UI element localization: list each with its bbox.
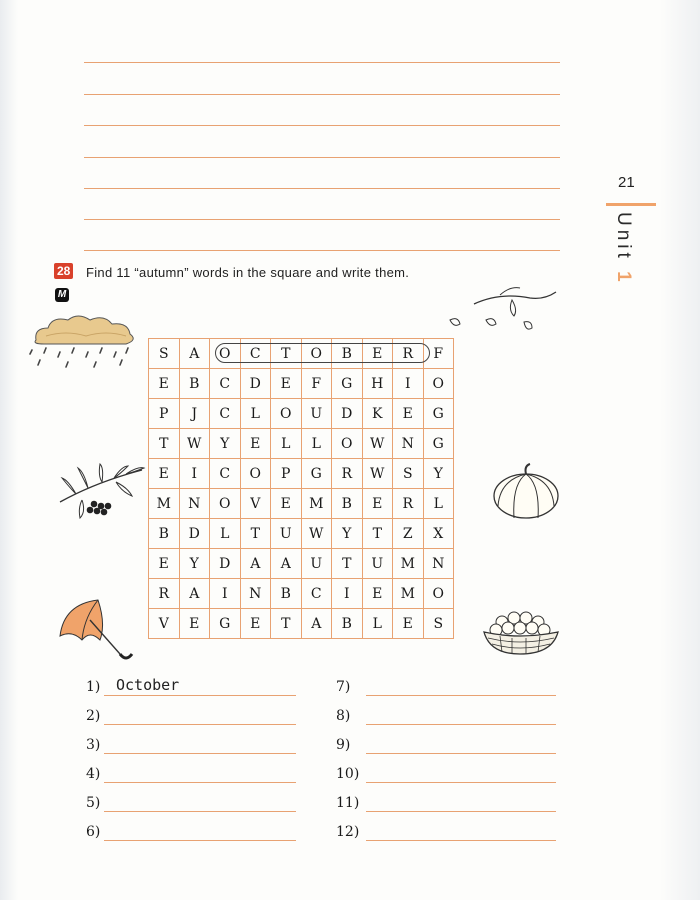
grid-cell[interactable]: N [179,489,210,519]
grid-cell[interactable]: G [301,459,332,489]
answer-number: 7) [336,679,351,695]
grid-cell[interactable]: B [332,339,363,369]
grid-cell[interactable]: D [179,519,210,549]
answer-number: 8) [336,708,351,724]
grid-cell[interactable]: B [149,519,180,549]
grid-row [149,459,454,489]
grid-cell[interactable]: I [210,579,241,609]
grid-cell[interactable]: G [210,609,241,639]
grid-cell[interactable]: I [179,459,210,489]
answer-line[interactable] [104,753,296,754]
grid-cell[interactable]: O [301,339,332,369]
answer-line[interactable] [366,840,556,841]
grid-cell[interactable]: E [362,339,393,369]
grid-cell[interactable]: A [240,549,271,579]
answer-item [86,766,108,782]
grid-cell[interactable]: G [423,429,454,459]
grid-cell[interactable]: A [179,339,210,369]
grid-cell[interactable]: D [240,369,271,399]
grid-cell[interactable]: T [240,519,271,549]
writing-line[interactable] [84,62,560,63]
unit-number: 1 [613,271,634,286]
grid-cell[interactable]: D [332,399,363,429]
answer-item [86,737,108,753]
answer-number: 10) [336,766,360,782]
grid-cell[interactable]: B [332,609,363,639]
grid-cell[interactable]: A [271,549,302,579]
grid-row [149,369,454,399]
answer-number: 12) [336,824,360,840]
grid-cell[interactable]: B [332,489,363,519]
grid-cell[interactable]: T [149,429,180,459]
writing-line[interactable] [84,94,560,95]
grid-cell[interactable]: S [393,459,424,489]
grid-cell[interactable]: U [301,399,332,429]
answer-line[interactable] [104,811,296,812]
grid-cell[interactable]: E [362,489,393,519]
grid-cell[interactable]: C [301,579,332,609]
answer-line[interactable] [104,695,296,696]
writing-line[interactable] [84,250,560,251]
grid-cell[interactable]: C [210,369,241,399]
grid-cell[interactable]: O [240,459,271,489]
grid-cell[interactable]: U [271,519,302,549]
answer-line[interactable] [366,695,556,696]
answer-item [336,679,358,695]
answer-line[interactable] [104,782,296,783]
answer-item [336,708,358,724]
answer-number: 2) [86,708,101,724]
grid-cell[interactable]: Y [332,519,363,549]
grid-row [149,489,454,519]
grid-cell[interactable]: K [362,399,393,429]
grid-cell[interactable]: S [149,339,180,369]
grid-cell[interactable]: L [210,519,241,549]
grid-cell[interactable]: O [332,429,363,459]
grid-cell[interactable]: G [332,369,363,399]
answer-number: 4) [86,766,101,782]
writing-line[interactable] [84,125,560,126]
answer-line[interactable] [366,724,556,725]
grid-cell[interactable]: W [179,429,210,459]
grid-cell[interactable]: L [271,429,302,459]
grid-cell[interactable]: T [362,519,393,549]
unit-word: Unit [613,212,634,262]
grid-cell[interactable]: C [210,459,241,489]
m-icon: M [55,288,69,302]
grid-cell[interactable]: E [149,549,180,579]
grid-cell[interactable]: A [179,579,210,609]
grid-row [149,429,454,459]
grid-cell[interactable]: T [271,609,302,639]
grid-cell[interactable]: N [423,549,454,579]
grid-cell[interactable]: Z [393,519,424,549]
grid-cell[interactable]: L [301,429,332,459]
grid-cell[interactable]: I [332,579,363,609]
exercise-instruction: Find 11 “autumn” words in the square and write them. [86,265,410,280]
grid-cell[interactable]: Y [210,429,241,459]
unit-divider [606,203,656,206]
answer-line[interactable] [104,724,296,725]
grid-cell[interactable]: E [362,579,393,609]
answer-item [86,676,180,695]
writing-line[interactable] [84,188,560,189]
grid-cell[interactable]: J [179,399,210,429]
grid-cell[interactable]: T [332,549,363,579]
answer-item [336,824,358,840]
grid-cell[interactable]: Y [423,459,454,489]
answer-number: 3) [86,737,101,753]
grid-cell[interactable]: H [362,369,393,399]
page-edge [0,0,18,900]
apple-basket-icon [478,606,562,658]
page-margin [660,0,700,900]
grid-cell[interactable]: L [240,399,271,429]
answer-item [86,824,108,840]
grid-cell[interactable]: E [393,609,424,639]
grid-cell[interactable]: B [271,579,302,609]
grid-cell[interactable]: C [210,399,241,429]
word-search-grid [148,338,454,639]
page-number: 21 [618,174,635,191]
grid-cell[interactable]: N [240,579,271,609]
grid-cell[interactable]: W [301,519,332,549]
answer-number: 1) [86,679,101,695]
grid-cell[interactable]: O [271,399,302,429]
grid-row [149,579,454,609]
grid-cell[interactable]: S [423,609,454,639]
grid-cell[interactable]: O [210,339,241,369]
grid-cell[interactable]: X [423,519,454,549]
grid-cell[interactable]: N [393,429,424,459]
grid-cell[interactable]: W [362,429,393,459]
answer-line[interactable] [366,753,556,754]
grid-row [149,519,454,549]
unit-label [612,212,634,286]
answer-number: 9) [336,737,351,753]
grid-cell[interactable]: E [393,399,424,429]
answer-text[interactable]: October [116,676,180,694]
answer-item [336,795,358,811]
grid-cell[interactable]: R [149,579,180,609]
writing-line[interactable] [84,157,560,158]
grid-row [149,549,454,579]
grid-cell[interactable]: L [423,489,454,519]
grid-cell[interactable]: F [423,339,454,369]
grid-cell[interactable]: O [423,369,454,399]
grid-cell[interactable]: R [332,459,363,489]
answer-item [86,795,108,811]
grid-cell[interactable]: B [179,369,210,399]
grid-cell[interactable]: O [210,489,241,519]
grid-cell[interactable]: I [393,369,424,399]
grid-cell[interactable]: E [149,459,180,489]
grid-cell[interactable]: E [271,369,302,399]
grid-cell[interactable]: O [423,579,454,609]
answer-item [336,737,358,753]
answer-number: 11) [336,795,360,811]
grid-cell[interactable]: E [240,429,271,459]
answer-line[interactable] [366,811,556,812]
grid-cell[interactable]: E [149,369,180,399]
grid-cell[interactable]: M [393,549,424,579]
grid-cell[interactable]: M [393,579,424,609]
answer-number: 6) [86,824,101,840]
writing-line[interactable] [84,219,560,220]
grid-cell[interactable]: L [362,609,393,639]
rain-cloud-icon [26,310,146,370]
pumpkin-icon [488,462,564,522]
grid-cell[interactable]: E [240,609,271,639]
branch-leaves-icon [440,282,560,342]
grid-cell[interactable]: D [210,549,241,579]
grid-cell[interactable]: G [423,399,454,429]
answer-number: 5) [86,795,101,811]
grid-cell[interactable]: V [149,609,180,639]
grid-row [149,609,454,639]
grid-cell[interactable]: C [240,339,271,369]
answer-line[interactable] [104,840,296,841]
exercise-number: 28 [54,263,73,279]
grid-cell[interactable]: M [149,489,180,519]
grid-cell[interactable]: W [362,459,393,489]
grid-cell[interactable]: R [393,339,424,369]
grid-cell[interactable]: T [271,339,302,369]
grid-cell[interactable]: R [393,489,424,519]
answer-item [336,766,358,782]
grid-cell[interactable]: Y [179,549,210,579]
grid-cell[interactable]: P [149,399,180,429]
umbrella-icon [54,596,134,666]
answer-item [86,708,108,724]
grid-cell[interactable]: U [301,549,332,579]
grid-cell[interactable]: F [301,369,332,399]
answer-line[interactable] [366,782,556,783]
grid-row [149,399,454,429]
grid-cell[interactable]: E [179,609,210,639]
grid-cell[interactable]: U [362,549,393,579]
rowan-berries-icon [56,462,146,522]
grid-cell[interactable]: P [271,459,302,489]
grid-row [149,339,454,369]
grid-cell[interactable]: E [271,489,302,519]
grid-cell[interactable]: V [240,489,271,519]
grid-cell[interactable]: A [301,609,332,639]
grid-cell[interactable]: M [301,489,332,519]
